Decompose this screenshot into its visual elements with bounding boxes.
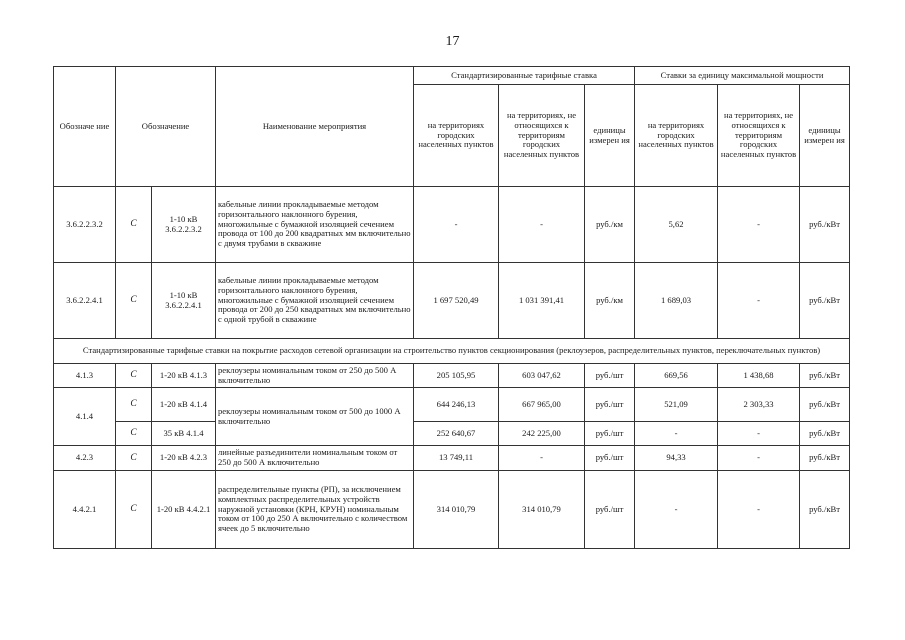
- row-nonurban: 667 965,00: [499, 388, 585, 422]
- row-unit: руб./шт: [585, 471, 635, 549]
- table-row: [54, 422, 850, 446]
- row-letter: С: [116, 263, 152, 339]
- row-unit: руб./км: [585, 187, 635, 263]
- row-power-nonurban: -: [718, 446, 800, 471]
- row-urban: 314 010,79: [414, 471, 499, 549]
- row-nonurban: 1 031 391,41: [499, 263, 585, 339]
- row-unit: руб./км: [585, 263, 635, 339]
- row-code: 3.6.2.2.3.2: [54, 187, 116, 263]
- row-power-urban: -: [635, 471, 718, 549]
- row-designation: 1-20 кВ 4.2.3: [152, 446, 216, 471]
- row-power-urban: 669,56: [635, 364, 718, 388]
- row-name: распределительные пункты (РП), за исключением комплектных распределительных устройств наружной установки (КРН, КРУН) номинальным током от 100 до 250 А включительно с количеством ячеек до 5 включительно: [216, 471, 414, 549]
- row-code: 4.1.3: [54, 364, 116, 388]
- table-row: [54, 187, 850, 263]
- header-nonurban: на территориях, не относящихся к территориям городских населенных пунктов: [499, 85, 585, 187]
- row-designation: 1-20 кВ 4.4.2.1: [152, 471, 216, 549]
- row-letter: С: [116, 446, 152, 471]
- row-code: 4.1.4: [54, 388, 116, 446]
- row-power-urban: 5,62: [635, 187, 718, 263]
- row-unit: руб./шт: [585, 364, 635, 388]
- row-nonurban: -: [499, 187, 585, 263]
- row-letter: С: [116, 422, 152, 446]
- row-urban: 252 640,67: [414, 422, 499, 446]
- row-power-nonurban: -: [718, 422, 800, 446]
- table-row: [54, 388, 850, 422]
- header-tariff-group: Стандартизированные тарифные ставка: [414, 67, 635, 85]
- row-power-nonurban: 2 303,33: [718, 388, 800, 422]
- row-power-unit: руб./кВт: [800, 388, 850, 422]
- header-row-top: [54, 67, 850, 85]
- row-name: кабельные линии прокладываемые методом горизонтального наклонного бурения, многожильные с бумажной изоляцией сечением провода от 100 до 200 квадратных мм включительно с двумя трубами в скважине: [216, 187, 414, 263]
- row-unit: руб./шт: [585, 422, 635, 446]
- row-power-unit: руб./кВт: [800, 446, 850, 471]
- row-name: реклоузеры номинальным током от 250 до 500 А включительно: [216, 364, 414, 388]
- row-power-urban: 94,33: [635, 446, 718, 471]
- row-urban: 13 749,11: [414, 446, 499, 471]
- header-power-unit: единицы измерен ия: [800, 85, 850, 187]
- page-number: 17: [445, 34, 460, 49]
- header-designation: Обозначение: [116, 67, 216, 187]
- section-row: [54, 339, 850, 364]
- row-nonurban: 314 010,79: [499, 471, 585, 549]
- row-code: 4.2.3: [54, 446, 116, 471]
- header-unit: единицы измерен ия: [585, 85, 635, 187]
- header-power-urban: на территориях городских населенных пунктов: [635, 85, 718, 187]
- row-urban: 1 697 520,49: [414, 263, 499, 339]
- row-power-nonurban: -: [718, 263, 800, 339]
- row-letter: С: [116, 364, 152, 388]
- row-power-urban: 521,09: [635, 388, 718, 422]
- row-designation: 35 кВ 4.1.4: [152, 422, 216, 446]
- row-nonurban: -: [499, 446, 585, 471]
- row-code: 3.6.2.2.4.1: [54, 263, 116, 339]
- row-name: кабельные линии прокладываемые методом горизонтального наклонного бурения, многожильные с бумажной изоляцией сечением провода от 200 до 250 квадратных мм включительно с одной трубой в скважине: [216, 263, 414, 339]
- row-letter: С: [116, 471, 152, 549]
- row-designation: 1-10 кВ 3.6.2.2.3.2: [152, 187, 216, 263]
- table-row: [54, 471, 850, 549]
- row-designation: 1-20 кВ 4.1.4: [152, 388, 216, 422]
- row-power-urban: 1 689,03: [635, 263, 718, 339]
- row-name: реклоузеры номинальным током от 500 до 1000 А включительно: [216, 388, 414, 446]
- row-name: линейные разъединители номинальным током от 250 до 500 А включительно: [216, 446, 414, 471]
- row-unit: руб./шт: [585, 446, 635, 471]
- table-row: [54, 364, 850, 388]
- row-power-unit: руб./кВт: [800, 187, 850, 263]
- row-letter: С: [116, 187, 152, 263]
- row-urban: -: [414, 187, 499, 263]
- row-power-unit: руб./кВт: [800, 364, 850, 388]
- row-power-unit: руб./кВт: [800, 471, 850, 549]
- row-urban: 644 246,13: [414, 388, 499, 422]
- row-code: 4.4.2.1: [54, 471, 116, 549]
- row-designation: 1-10 кВ 3.6.2.2.4.1: [152, 263, 216, 339]
- row-power-nonurban: -: [718, 471, 800, 549]
- tariff-table: [53, 66, 850, 549]
- row-power-urban: -: [635, 422, 718, 446]
- header-urban: на территориях городских населенных пунктов: [414, 85, 499, 187]
- row-unit: руб./шт: [585, 388, 635, 422]
- row-nonurban: 242 225,00: [499, 422, 585, 446]
- header-power-nonurban: на территориях, не относящихся к территориям городских населенных пунктов: [718, 85, 800, 187]
- row-power-unit: руб./кВт: [800, 263, 850, 339]
- header-power-group: Ставки за единицу максимальной мощности: [635, 67, 850, 85]
- row-power-nonurban: 1 438,68: [718, 364, 800, 388]
- row-power-unit: руб./кВт: [800, 422, 850, 446]
- table-row: [54, 446, 850, 471]
- row-urban: 205 105,95: [414, 364, 499, 388]
- row-power-nonurban: -: [718, 187, 800, 263]
- row-designation: 1-20 кВ 4.1.3: [152, 364, 216, 388]
- section-title: Стандартизированные тарифные ставки на покрытие расходов сетевой организации на строительство пунктов секционирования (реклоузеров, распределительных пунктов, переключательных пунктов): [54, 339, 850, 364]
- header-name: Наименование мероприятия: [216, 67, 414, 187]
- row-nonurban: 603 047,62: [499, 364, 585, 388]
- header-code: Обозначе ние: [54, 67, 116, 187]
- row-letter: С: [116, 388, 152, 422]
- table-row: [54, 263, 850, 339]
